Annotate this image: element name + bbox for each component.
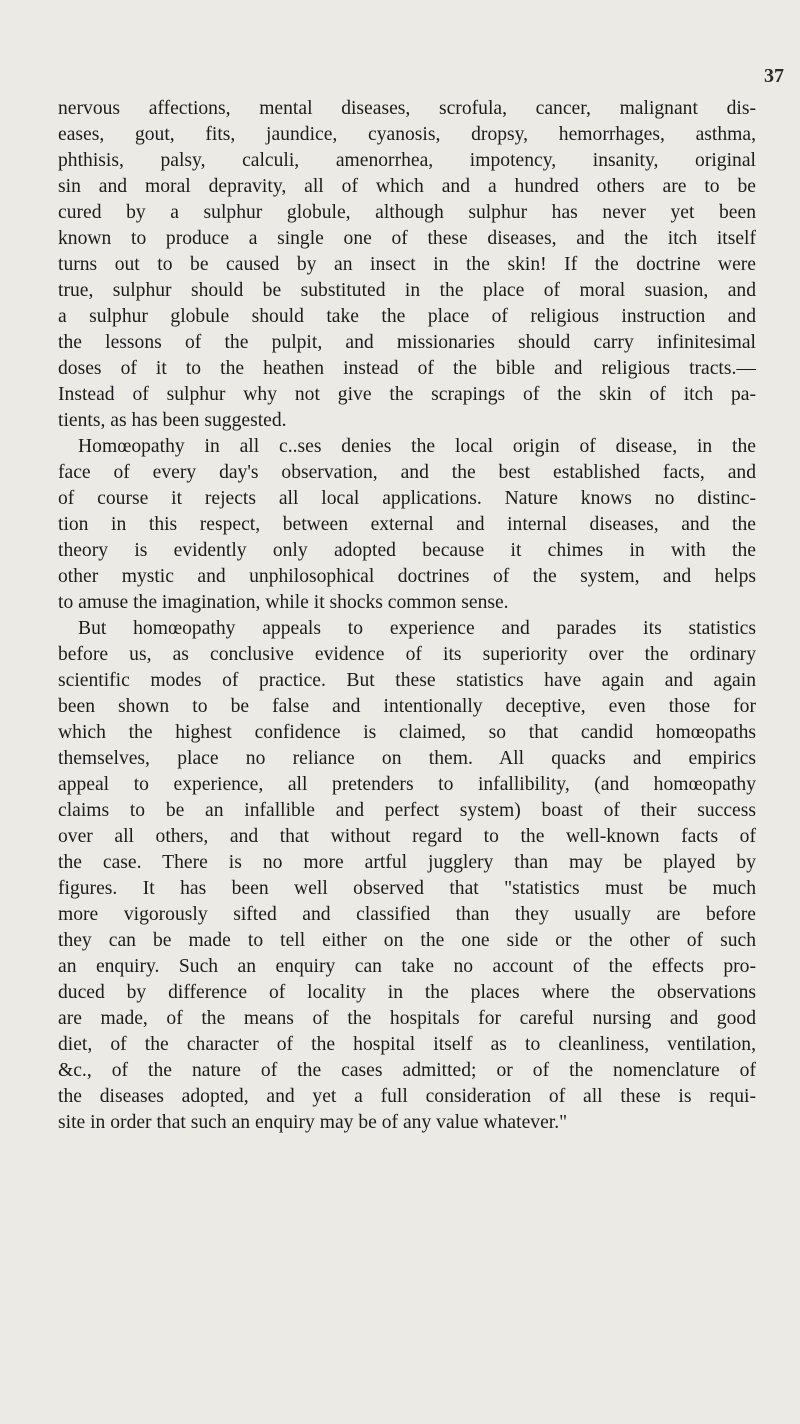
text-line: the case. There is no more artful jugglery than may be played by bbox=[58, 852, 756, 873]
text-line: &c., of the nature of the cases admitted; or of the nomenclature of bbox=[58, 1060, 756, 1081]
text-line: which the highest confidence is claimed, so that candid homœopaths bbox=[58, 722, 756, 743]
text-line: true, sulphur should be substituted in the place of moral suasion, and bbox=[58, 280, 756, 301]
text-line: of course it rejects all local applications. Nature knows no distinc- bbox=[58, 488, 756, 509]
text-line: themselves, place no reliance on them. All quacks and empirics bbox=[58, 748, 756, 769]
text-line: are made, of the means of the hospitals for careful nursing and good bbox=[58, 1008, 756, 1029]
text-line: figures. It has been well observed that "statistics must be much bbox=[58, 878, 756, 899]
text-line: a sulphur globule should take the place of religious instruction and bbox=[58, 306, 756, 327]
text-line: over all others, and that without regard to the well-known facts of bbox=[58, 826, 756, 847]
text-line: before us, as conclusive evidence of its superiority over the ordinary bbox=[58, 644, 756, 665]
text-line: tients, as has been suggested. bbox=[58, 410, 287, 431]
text-line: theory is evidently only adopted because it chimes in with the bbox=[58, 540, 756, 561]
text-line: cured by a sulphur globule, although sulphur has never yet been bbox=[58, 202, 756, 223]
text-line: the diseases adopted, and yet a full consideration of all these is requi- bbox=[58, 1086, 756, 1107]
text-line: known to produce a single one of these diseases, and the itch itself bbox=[58, 228, 756, 249]
text-line: more vigorously sifted and classified than they usually are before bbox=[58, 904, 756, 925]
text-line: been shown to be false and intentionally deceptive, even those for bbox=[58, 696, 756, 717]
text-line: eases, gout, fits, jaundice, cyanosis, dropsy, hemorrhages, asthma, bbox=[58, 124, 756, 145]
text-line: the lessons of the pulpit, and missionaries should carry infinitesimal bbox=[58, 332, 756, 353]
text-line: they can be made to tell either on the one side or the other of such bbox=[58, 930, 756, 951]
text-line: an enquiry. Such an enquiry can take no account of the effects pro- bbox=[58, 956, 756, 977]
text-line: face of every day's observation, and the best established facts, and bbox=[58, 462, 756, 483]
text-line: Homœopathy in all c..ses denies the local origin of disease, in the bbox=[78, 436, 756, 457]
text-line: phthisis, palsy, calculi, amenorrhea, impotency, insanity, original bbox=[58, 150, 756, 171]
text-line: tion in this respect, between external and internal diseases, and the bbox=[58, 514, 756, 535]
text-line: turns out to be caused by an insect in the skin! If the doctrine were bbox=[58, 254, 756, 275]
text-line: sin and moral depravity, all of which and a hundred others are to be bbox=[58, 176, 756, 197]
text-line: appeal to experience, all pretenders to infallibility, (and homœopathy bbox=[58, 774, 756, 795]
page-number: 37 bbox=[764, 65, 784, 87]
body-text bbox=[58, 96, 756, 1136]
text-line: But homœopathy appeals to experience and parades its statistics bbox=[78, 618, 756, 639]
text-line: Instead of sulphur why not give the scrapings of the skin of itch pa- bbox=[58, 384, 756, 405]
text-line: scientific modes of practice. But these statistics have again and again bbox=[58, 670, 756, 691]
text-line: claims to be an infallible and perfect system) boast of their success bbox=[58, 800, 756, 821]
text-line: to amuse the imagination, while it shocks common sense. bbox=[58, 592, 509, 613]
text-line: diet, of the character of the hospital itself as to cleanliness, ventilation, bbox=[58, 1034, 756, 1055]
text-line: other mystic and unphilosophical doctrines of the system, and helps bbox=[58, 566, 756, 587]
text-line: site in order that such an enquiry may be of any value whatever." bbox=[58, 1112, 568, 1133]
text-line: duced by difference of locality in the places where the observations bbox=[58, 982, 756, 1003]
text-line: nervous affections, mental diseases, scrofula, cancer, malignant dis- bbox=[58, 98, 756, 119]
text-line: doses of it to the heathen instead of the bible and religious tracts.— bbox=[58, 358, 756, 379]
